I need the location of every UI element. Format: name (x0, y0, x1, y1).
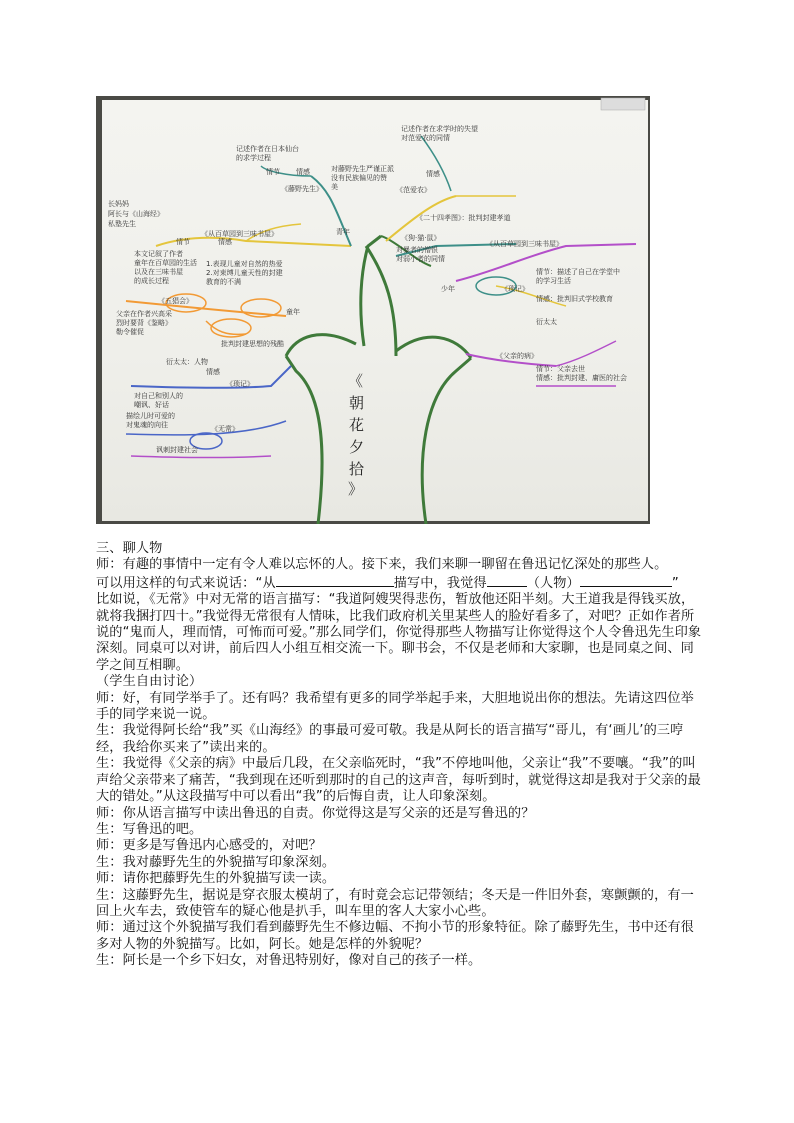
note-text: 记述作者在日本仙台 (236, 145, 299, 153)
pattern-suffix: ” (671, 575, 679, 591)
blank-2 (487, 574, 527, 587)
svg-text:拾: 拾 (349, 460, 365, 478)
paragraph: （学生自由讨论） (96, 674, 203, 690)
svg-text:父亲在作者兴高采: 父亲在作者兴高采 (116, 310, 172, 318)
svg-text:对暴者的憎恨: 对暴者的憎恨 (396, 246, 438, 254)
svg-text:《五猖会》: 《五猖会》 (158, 297, 193, 305)
svg-text:《范爱农》: 《范爱农》 (396, 186, 431, 194)
blank-3 (580, 574, 672, 587)
svg-text:情感: 情感 (218, 238, 232, 246)
svg-text:情感: 情感 (206, 368, 220, 376)
svg-text:本文记叙了作者: 本文记叙了作者 (134, 250, 183, 258)
paragraph: 生：我对藤野先生的外貌描写印象深刻。 (96, 854, 336, 870)
svg-text:批判封建思想的残酷: 批判封建思想的残酷 (221, 340, 284, 348)
svg-text:情感: 情感 (426, 170, 440, 178)
svg-text:记述作者在求学时的失望: 记述作者在求学时的失望 (401, 125, 478, 133)
svg-text:长妈妈: 长妈妈 (108, 200, 129, 208)
svg-text:讽刺封建社会: 讽刺封建社会 (156, 446, 198, 454)
svg-text:情感：批判封建、庸医的社会: 情感：批判封建、庸医的社会 (536, 374, 627, 382)
paragraph: 生：写鲁迅的吧。 (96, 821, 203, 837)
sentence-pattern-paragraph (96, 574, 706, 592)
mind-map-drawing (96, 96, 650, 524)
svg-text:青年: 青年 (336, 228, 350, 236)
section-title: 三、聊人物 (96, 541, 163, 556)
pattern-mid2: （人物） (526, 575, 580, 591)
svg-text:勒令催促: 勒令催促 (116, 328, 144, 336)
svg-text:情节：父亲去世: 情节：父亲去世 (536, 365, 585, 373)
svg-text:《琐记》: 《琐记》 (226, 380, 254, 388)
svg-text:的成长过程: 的成长过程 (134, 277, 169, 285)
paragraph: 师：好，有同学举手了。还有吗？我希望有更多的同学举起手来，大胆地说出你的想法。先请这四位举手的同学来说一说。 (96, 690, 694, 723)
svg-text:烈时要背《鉴略》: 烈时要背《鉴略》 (116, 319, 172, 327)
svg-text:对弱小者的同情: 对弱小者的同情 (396, 255, 445, 263)
svg-text:童年: 童年 (286, 308, 300, 316)
svg-text:《父亲的病》: 《父亲的病》 (496, 352, 538, 360)
svg-text:情节：描述了自己在学堂中: 情节：描述了自己在学堂中 (536, 268, 620, 276)
svg-text:《从百草园到三味书屋》: 《从百草园到三味书屋》 (201, 230, 278, 238)
svg-text:阿长与《山海经》: 阿长与《山海经》 (108, 210, 164, 218)
paragraph: 师：通过这个外貌描写我们看到藤野先生不修边幅、不拘小节的形象特征。除了藤野先生，书中还有很多对人物的外貌描写。比如，阿长。她是怎样的外貌呢？ (96, 920, 694, 952)
paragraph: 师：更多是写鲁迅内心感受的，对吧？ (96, 838, 322, 854)
svg-text:教育的不满: 教育的不满 (206, 278, 241, 286)
paragraph: 师：请你把藤野先生的外貌描写读一读。 (96, 871, 336, 887)
svg-text:《: 《 (348, 372, 364, 390)
svg-text:情感：批判旧式学校教育: 情感：批判旧式学校教育 (536, 295, 613, 303)
svg-text:以及在三味书屋: 以及在三味书屋 (134, 268, 183, 276)
svg-text:情感: 情感 (296, 168, 310, 176)
svg-text:少年: 少年 (441, 285, 455, 293)
svg-text:衍太太：人物: 衍太太：人物 (166, 358, 208, 366)
svg-text:》: 》 (348, 480, 364, 498)
paragraph: 生：这藤野先生，据说是穿衣服太模胡了，有时竟会忘记带领结；冬天是一件旧外套，寒颤颤的，有一回上火车去，致使管车的疑心他是扒手，叫车里的客人大家小心些。 (96, 887, 694, 919)
svg-text:对自己和别人的: 对自己和别人的 (134, 392, 183, 400)
svg-text:《藤野先生》: 《藤野先生》 (281, 185, 323, 193)
mind-map-photo (96, 96, 650, 524)
svg-text:《二十四孝图》：批判封建孝道: 《二十四孝图》：批判封建孝道 (416, 214, 511, 222)
svg-text:夕: 夕 (349, 438, 365, 456)
svg-text:1.表现儿童对自然的热爱: 1.表现儿童对自然的热爱 (206, 260, 283, 268)
svg-text:《琐记》: 《琐记》 (501, 285, 529, 293)
svg-text:《狗·猫·鼠》: 《狗·猫·鼠》 (401, 234, 441, 242)
document-body (96, 541, 706, 970)
svg-text:情节: 情节 (266, 168, 280, 176)
svg-text:《无常》: 《无常》 (211, 425, 239, 433)
svg-text:童年在百草园的生活: 童年在百草园的生活 (134, 259, 197, 267)
svg-text:描绘儿时可爱的: 描绘儿时可爱的 (126, 412, 175, 420)
svg-text:对藤野先生严谨正派: 对藤野先生严谨正派 (331, 165, 394, 173)
pattern-mid1: 描写中，我觉得 (393, 575, 487, 591)
svg-text:的学习生活: 的学习生活 (536, 277, 571, 285)
svg-text:对鬼魂的向往: 对鬼魂的向往 (126, 421, 168, 429)
svg-text:衍太太: 衍太太 (536, 318, 557, 326)
svg-text:2.对束缚儿童天性的封建: 2.对束缚儿童天性的封建 (206, 269, 283, 277)
svg-text:《从百草园到三味书屋》: 《从百草园到三味书屋》 (486, 240, 563, 248)
svg-text:私塾先生: 私塾先生 (108, 220, 136, 228)
tree-title: 朝 (349, 394, 365, 412)
paragraph: 师：有趣的事情中一定有令人难以忘怀的人。接下来，我们来聊一聊留在鲁迅记忆深处的那些人。 (96, 557, 668, 573)
svg-text:嘲讽、好话: 嘲讽、好话 (134, 401, 169, 409)
paragraph: 生：我觉得《父亲的病》中最后几段，在父亲临死时，“我”不停地叫他，父亲让“我”不要嚷。“我”的叫声给父亲带来了痛苦，“我到现在还听到那时的自己的这声音，每听到时，就觉得这却是我对于父亲的最大的错处。”从这段描写中可以看出“我”的后悔自责，让人印象深刻。 (96, 756, 701, 805)
svg-text:美: 美 (331, 183, 338, 191)
paragraph: 师：你从语言描写中读出鲁迅的自责。你觉得这是写父亲的还是写鲁迅的？ (96, 805, 535, 821)
svg-text:情节: 情节 (176, 238, 190, 246)
svg-text:的求学过程: 的求学过程 (236, 154, 271, 162)
svg-text:对范爱农的同情: 对范爱农的同情 (401, 134, 450, 142)
pattern-prefix: 可以用这样的句式来说话：“从 (96, 575, 276, 591)
svg-text:没有民族偏见的赞: 没有民族偏见的赞 (331, 174, 387, 182)
blank-1 (276, 574, 394, 587)
paragraph: 比如说，《无常》中对无常的语言描写：“我道阿嫂哭得悲伤，暂放他还阳半刻。大王道我是得钱买放，就将我捆打四十。”我觉得无常很有人情味，比我们政府机关里某些人的脸好看多了，对吧？正如作者所说的“鬼而人，理而情，可怖而可爱。”那么同学们，你觉得那些人物描写让你觉得这个人令鲁迅先生印象深刻。同桌可以对讲，前后四人小组互相交流一下。聊书会，不仅是老师和大家聊，也是同桌之间、同学之间互相聊。 (96, 592, 702, 673)
paragraph: 生：我觉得阿长给“我”买《山海经》的事最可爱可敬。我是从阿长的语言描写“哥儿，有‘画儿’的三哼经，我给你买来了”读出来的。 (96, 723, 684, 755)
paragraph: 生：阿长是一个乡下妇女，对鲁迅特别好，像对自己的孩子一样。 (96, 953, 482, 969)
svg-text:花: 花 (349, 416, 365, 434)
